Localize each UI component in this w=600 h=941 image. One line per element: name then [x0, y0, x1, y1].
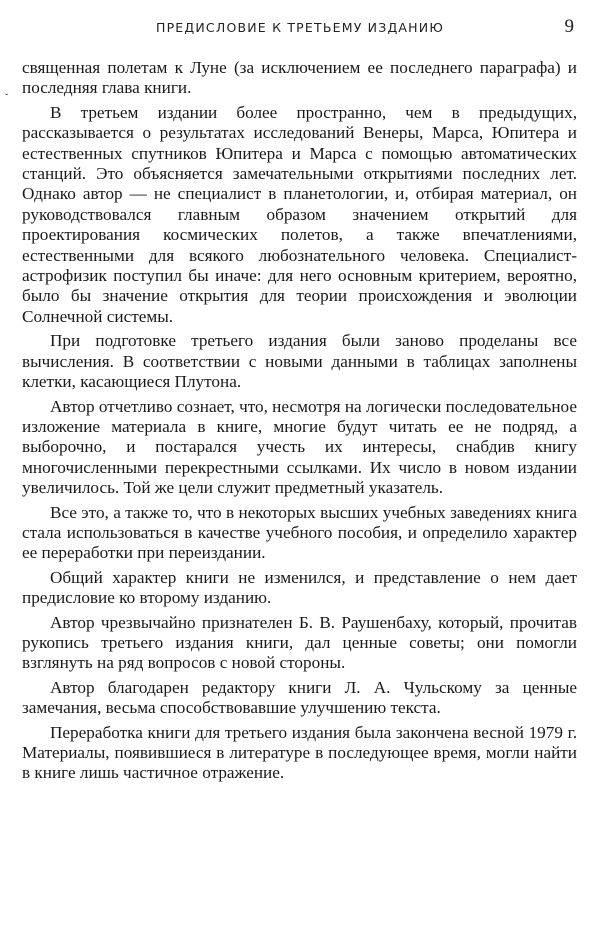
body-text	[22, 58, 577, 788]
paragraph: Общий характер книги не изменился, и представление о нем дает предисловие ко второму изданию.	[22, 567, 577, 608]
paragraph: Все это, а также то, что в некоторых высших учебных заведениях книга стала использоваться в качестве учебного пособия, и определило характер ее переработки при переиздании.	[22, 502, 577, 563]
page-number: 9	[564, 16, 574, 37]
paragraph: Автор благодарен редактору книги Л. А. Чульскому за ценные замечания, весьма способствовавшие улучшению текста.	[22, 677, 577, 718]
margin-mark: ˇ	[5, 93, 9, 104]
running-title: ПРЕДИСЛОВИЕ К ТРЕТЬЕМУ ИЗДАНИЮ	[155, 20, 445, 35]
running-head	[22, 16, 578, 38]
paragraph: Переработка книги для третьего издания была закончена весной 1979 г. Материалы, появившиеся в литературе в последующее время, могли найти в книге лишь частичное отражение.	[22, 722, 577, 783]
paragraph: При подготовке третьего издания были заново проделаны все вычисления. В соответствии с новыми данными в таблицах заполнены клетки, касающиеся Плутона.	[22, 331, 577, 392]
paragraph: Автор отчетливо сознает, что, несмотря на логически последовательное изложение материала в книге, многие будут читать ее не подряд, а выборочно, и постарался учесть их интересы, снабдив книгу многочисленными перекрестными ссылками. Их число в новом издании увеличилось. Той же цели служит предметный указатель.	[22, 396, 577, 498]
paragraph: В третьем издании более пространно, чем в предыдущих, рассказывается о результатах исследований Венеры, Марса, Юпитера и естественных спутников Юпитера и Марса с помощью автоматических станций. Это объясняется замечательными открытиями последних лет. Однако автор — не специалист в планетологии, и, отбирая материал, он руководствовался главным образом значением открытий для проектирования космических полетов, а также впечатлениями, естественными для всякого любознательного человека. Специалист-астрофизик поступил бы иначе: для него основным критерием, вероятно, было бы значение открытия для теории происхождения и эволюции Солнечной системы.	[22, 102, 577, 326]
paragraph: Автор чрезвычайно признателен Б. В. Раушенбаху, который, прочитав рукопись третьего издания книги, дал ценные советы; они помогли взглянуть на ряд вопросов с новой стороны.	[22, 612, 577, 673]
paragraph-continued: священная полетам к Луне (за исключением ее последнего параграфа) и последняя глава книги.	[22, 58, 577, 98]
